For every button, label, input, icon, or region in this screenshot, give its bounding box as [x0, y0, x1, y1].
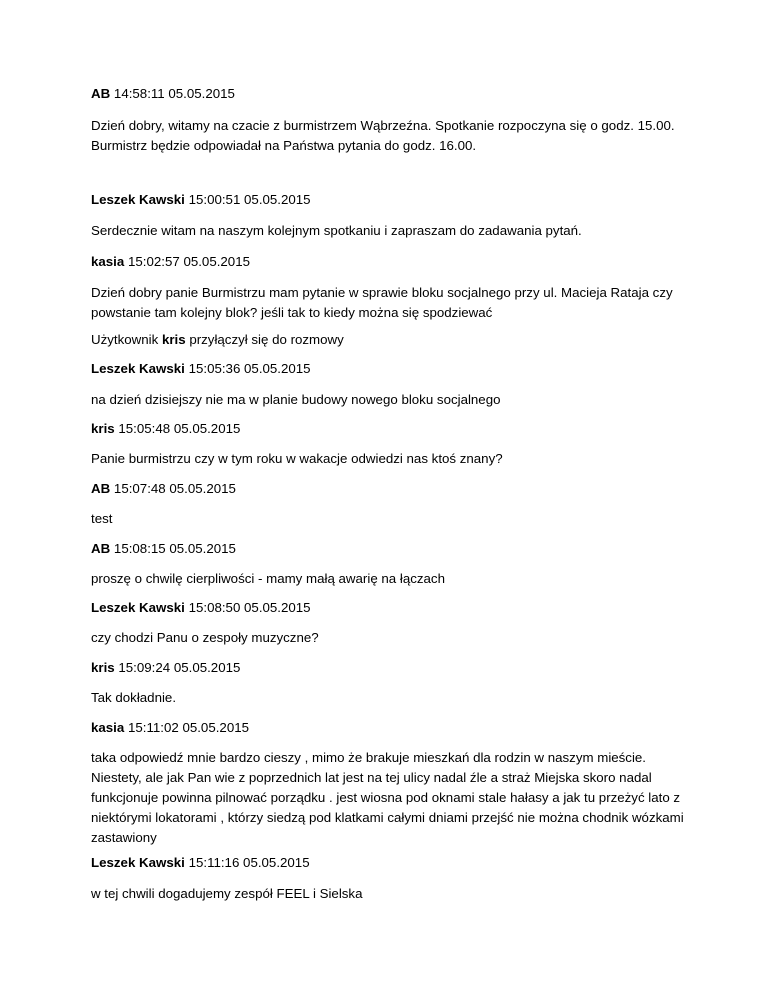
message-text: Burmistrz będzie odpowiadał na Państwa pytania do godz. 16.00.: [91, 138, 477, 153]
message-header: [91, 597, 691, 618]
message-header: [91, 358, 691, 379]
message-timestamp: 15:08:15 05.05.2015: [113, 541, 236, 556]
message-timestamp: 14:58:11 05.05.2015: [113, 86, 235, 101]
message-text: taka odpowiedź mnie bardzo cieszy , mimo że brakuje mieszkań dla rodzin w naszym mieście.: [91, 750, 647, 765]
message-author: kris: [91, 421, 115, 436]
message-text: Niestety, ale jak Pan wie z poprzednich lat jest na tej ulicy nadal źle a straż Miejska skoro nadal: [91, 770, 652, 785]
message-timestamp: 15:02:57 05.05.2015: [127, 254, 250, 269]
message-header: [91, 189, 691, 210]
message-author: AB: [91, 481, 111, 496]
message-timestamp: 15:00:51 05.05.2015: [188, 192, 311, 207]
message-text: Tak dokładnie.: [91, 690, 177, 705]
join-notice: [91, 329, 691, 350]
message-author: AB: [91, 86, 111, 101]
message-timestamp: 15:07:48 05.05.2015: [113, 481, 236, 496]
message-timestamp: 15:08:50 05.05.2015: [188, 600, 311, 615]
message-author: AB: [91, 541, 111, 556]
message-timestamp: 15:09:24 05.05.2015: [118, 660, 241, 675]
message-text: test: [91, 511, 113, 526]
join-notice-user: kris: [161, 332, 186, 347]
message-text: Dzień dobry, witamy na czacie z burmistrzem Wąbrzeźna. Spotkanie rozpoczyna się o godz. 15.00.: [91, 118, 675, 133]
message-author: Leszek Kawski: [91, 361, 185, 376]
message-header: [91, 418, 691, 439]
message-header: [91, 852, 691, 873]
message-header: [91, 657, 691, 678]
message-author: kasia: [91, 720, 125, 735]
join-notice-prefix: Użytkownik: [91, 332, 159, 347]
message-timestamp: 15:11:02 05.05.2015: [127, 720, 250, 735]
message-author: Leszek Kawski: [91, 855, 185, 870]
message-author: kris: [91, 660, 115, 675]
message-text: Dzień dobry panie Burmistrzu mam pytanie w sprawie bloku socjalnego przy ul. Macieja Rataja czy: [91, 285, 673, 300]
message-timestamp: 15:05:48 05.05.2015: [118, 421, 241, 436]
message-text: powstanie tam kolejny blok? jeśli tak to kiedy można się spodziewać: [91, 305, 493, 320]
message-author: kasia: [91, 254, 125, 269]
message-timestamp: 15:05:36 05.05.2015: [188, 361, 311, 376]
message-header: [91, 538, 691, 559]
message-text: niektórymi lokatorami , którzy siedzą pod klatkami całymi dniami przejść nie można chodnik wózkami: [91, 810, 684, 825]
message-text: proszę o chwilę cierpliwości - mamy małą awarię na łączach: [91, 571, 445, 586]
message-header: [91, 251, 691, 272]
message-header: [91, 717, 691, 738]
message-text: Panie burmistrzu czy w tym roku w wakacje odwiedzi nas ktoś znany?: [91, 451, 503, 466]
message-timestamp: 15:11:16 05.05.2015: [188, 855, 310, 870]
join-notice-suffix: przyłączył się do rozmowy: [189, 332, 344, 347]
message-header: [91, 83, 691, 104]
message-text: funkcjonuje powinna pilnować porządku . jest wiosna pod oknami stale hałasy a jak tu przeżyć lato z: [91, 790, 681, 805]
message-author: Leszek Kawski: [91, 600, 185, 615]
message-text: czy chodzi Panu o zespoły muzyczne?: [91, 630, 319, 645]
message-text: Serdecznie witam na naszym kolejnym spotkaniu i zapraszam do zadawania pytań.: [91, 223, 582, 238]
message-author: Leszek Kawski: [91, 192, 185, 207]
message-text: na dzień dzisiejszy nie ma w planie budowy nowego bloku socjalnego: [91, 392, 501, 407]
message-text: zastawiony: [91, 830, 157, 845]
message-text: w tej chwili dogadujemy zespół FEEL i Sielska: [91, 886, 363, 901]
message-header: [91, 478, 691, 499]
